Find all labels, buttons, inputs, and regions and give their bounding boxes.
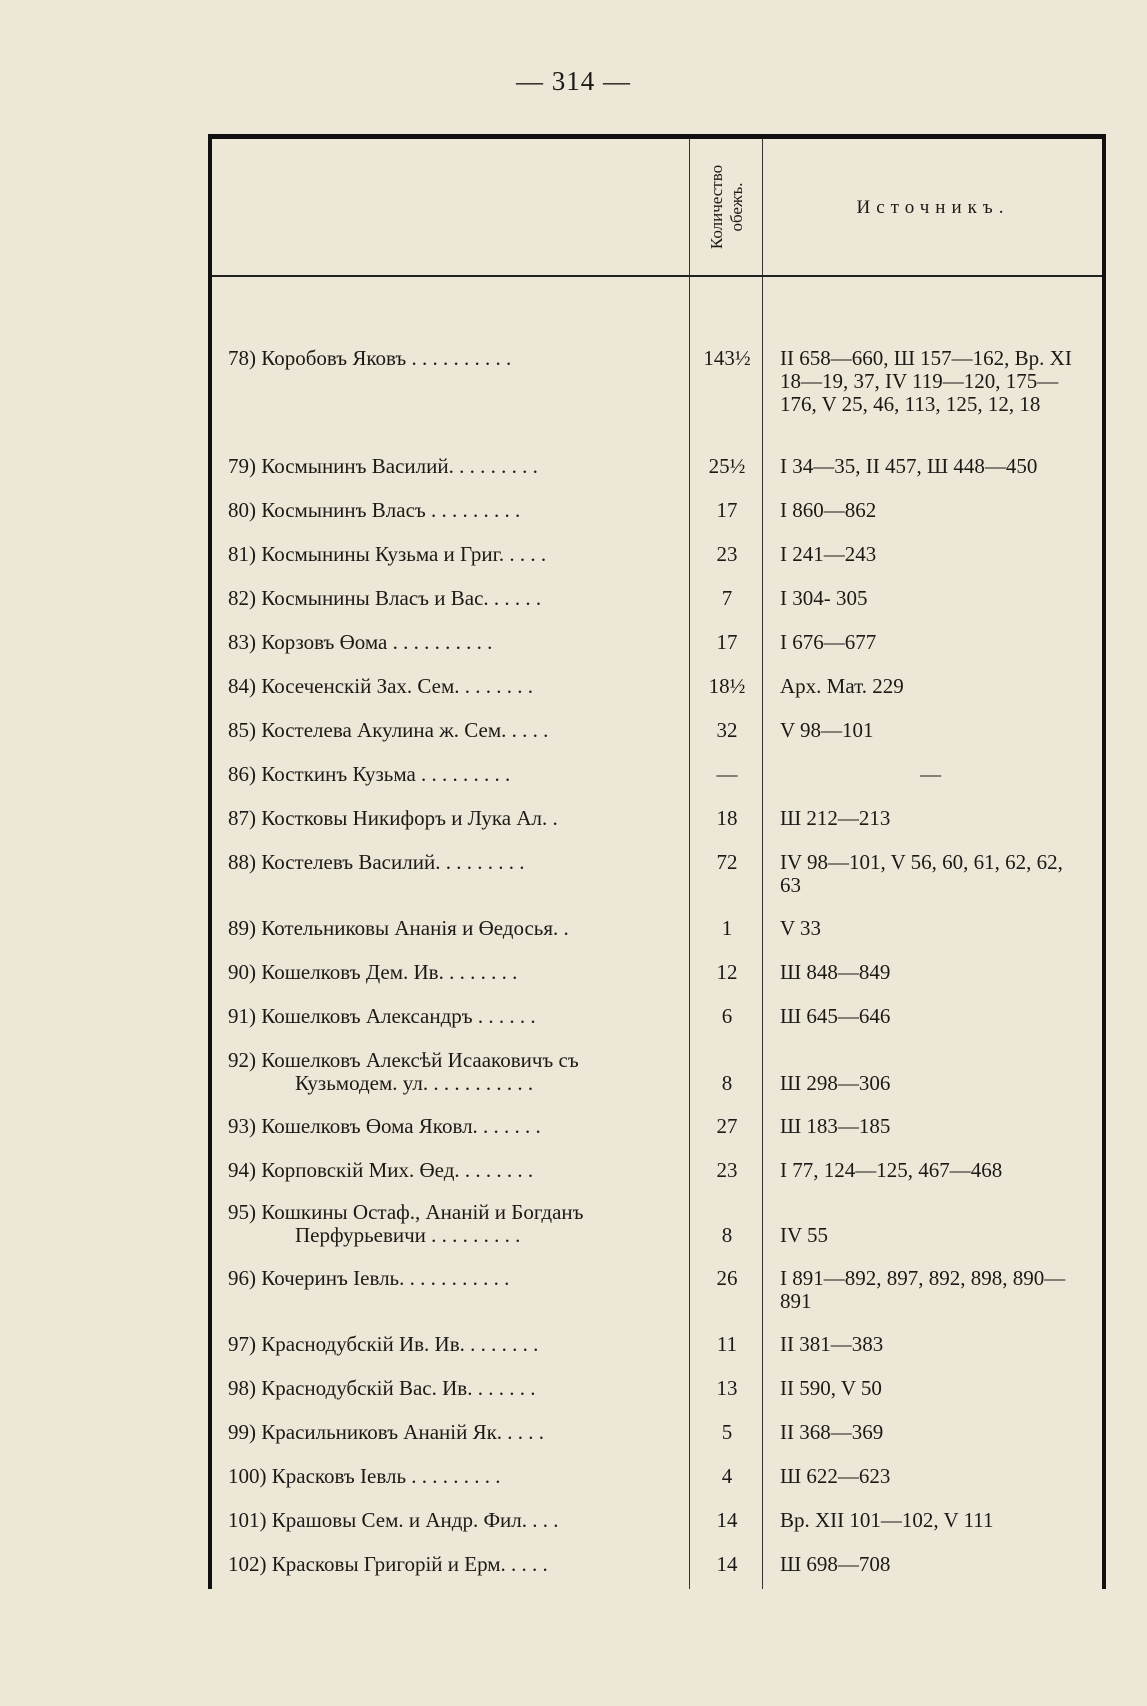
row-source: Ш 848—849 <box>780 960 891 984</box>
column-divider-qty-source <box>762 139 763 1589</box>
row-name: 89) Котельниковы Ананія и Өедосья. . <box>228 917 569 940</box>
row-quantity: 12 <box>716 960 738 984</box>
row-quantity: 18 <box>716 806 738 830</box>
row-source: I 676—677 <box>780 630 877 654</box>
row-name: 80) Космынинъ Власъ . . . . . . . . . <box>228 499 521 522</box>
row-source: II 381—383 <box>780 1332 884 1356</box>
row-quantity: 13 <box>716 1376 738 1400</box>
row-name: 81) Космынины Кузьма и Григ. . . . . <box>228 543 547 566</box>
row-quantity: 26 <box>716 1266 738 1290</box>
row-name: 101) Крашовы Сем. и Андр. Фил. . . . <box>228 1509 559 1532</box>
row-name: 85) Костелева Акулина ж. Сем. . . . . <box>228 719 549 742</box>
row-quantity: 1 <box>721 916 733 940</box>
row-name: 78) Коробовъ Яковъ . . . . . . . . . . <box>228 347 512 370</box>
row-quantity: 14 <box>716 1552 738 1576</box>
row-name: 88) Костелевъ Василий. . . . . . . . . <box>228 851 525 874</box>
row-name: 84) Косеченскій Зах. Сем. . . . . . . . <box>228 675 534 698</box>
row-name: 90) Кошелковъ Дем. Ив. . . . . . . . <box>228 961 518 984</box>
row-source: II 368—369 <box>780 1420 884 1444</box>
row-quantity: 5 <box>721 1420 733 1444</box>
row-name: 82) Космынины Власъ и Вас. . . . . . <box>228 587 542 610</box>
row-name: 87) Костковы Никифоръ и Лука Ал. . <box>228 807 558 830</box>
row-source: V 33 <box>780 916 822 940</box>
row-name: 93) Кошелковъ Өома Яковл. . . . . . . <box>228 1115 541 1138</box>
row-source: I 241—243 <box>780 542 877 566</box>
row-source: Ш 212—213 <box>780 806 891 830</box>
row-source: Ш 183—185 <box>780 1114 891 1138</box>
row-name-line2: Кузьмодем. ул. . . . . . . . . . . <box>295 1071 534 1095</box>
row-name-line1: 95) Кошкины Остаф., Ананій и Богданъ <box>228 1201 584 1224</box>
row-name: 94) Корповскій Мих. Өед. . . . . . . . <box>228 1159 534 1182</box>
row-quantity: 17 <box>716 630 738 654</box>
row-name: 86) Косткинъ Кузьма . . . . . . . . . <box>228 763 511 786</box>
column-divider-name-qty <box>689 139 690 1589</box>
row-source: Арх. Мат. 229 <box>780 674 904 698</box>
row-name: 102) Красковы Григорій и Ерм. . . . . <box>228 1553 548 1576</box>
row-source: IV 55 <box>780 1223 829 1247</box>
row-quantity: 72 <box>716 850 738 874</box>
table-row <box>212 1201 1102 1249</box>
row-quantity: 23 <box>716 1158 738 1182</box>
row-source: I 891—892, 897, 892, 898, 890—891 <box>780 1266 1066 1313</box>
row-source: Ш 645—646 <box>780 1004 891 1028</box>
row-quantity: 6 <box>721 1004 733 1028</box>
row-quantity: 8 <box>721 1071 733 1095</box>
row-name: 83) Корзовъ Өома . . . . . . . . . . <box>228 631 493 654</box>
row-quantity: 17 <box>716 498 738 522</box>
row-quantity: 27 <box>716 1114 738 1138</box>
row-source: V 98—101 <box>780 718 874 742</box>
table-row <box>212 1049 1102 1097</box>
row-name: 79) Космынинъ Василий. . . . . . . . . <box>228 455 538 478</box>
row-source: II 590, V 50 <box>780 1376 882 1400</box>
row-source: — <box>920 762 941 786</box>
sources-column-header: Источникъ. <box>856 197 1010 218</box>
row-source: Ш 298—306 <box>780 1071 891 1095</box>
row-source: IV 98—101, V 56, 60, 61, 62, 62, 63 <box>780 850 1063 897</box>
row-quantity: 14 <box>716 1508 738 1532</box>
row-source: I 34—35, II 457, Ш 448—450 <box>780 454 1038 478</box>
row-name <box>228 1049 683 1095</box>
quantity-column-header <box>698 143 756 271</box>
row-quantity: 25½ <box>708 454 746 478</box>
row-quantity: 32 <box>716 718 738 742</box>
row-quantity: — <box>716 762 738 786</box>
row-source-text: II 658—660, Ш 157—162, Вр. XI 18—19, 37, IV 119—120, 175—176, V 25, 46, 113, 125, 12, 18 <box>780 346 1072 416</box>
header-rule <box>212 275 1102 277</box>
row-quantity: 7 <box>721 586 733 610</box>
row-name: 96) Кочеринъ Іевль. . . . . . . . . . . <box>228 1267 510 1290</box>
row-name: 99) Красильниковъ Ананій Як. . . . . <box>228 1421 545 1444</box>
row-name-line2: Перфурьевичи . . . . . . . . . <box>295 1223 521 1247</box>
row-name: 91) Кошелковъ Александръ . . . . . . <box>228 1005 536 1028</box>
quantity-header-label: Количество обежъ. <box>707 164 746 250</box>
row-source: Ш 622—623 <box>780 1464 891 1488</box>
row-name-line1: 92) Кошелковъ Алексѣй Исааковичъ съ <box>228 1049 579 1072</box>
page-number: — 314 — <box>516 66 631 96</box>
row-name: 97) Краснодубскій Ив. Ив. . . . . . . . <box>228 1333 539 1356</box>
row-source: I 77, 124—125, 467—468 <box>780 1158 1003 1182</box>
row-quantity: 11 <box>716 1332 738 1356</box>
row-quantity: 8 <box>721 1223 733 1247</box>
row-quantity: 18½ <box>708 674 746 698</box>
row-name: 100) Красковъ Іевль . . . . . . . . . <box>228 1465 501 1488</box>
register-table <box>208 134 1106 1589</box>
row-name <box>228 1201 683 1247</box>
row-quantity: 23 <box>716 542 738 566</box>
row-source: Вр. XII 101—102, V 111 <box>780 1508 994 1532</box>
row-source <box>780 347 1098 416</box>
row-quantity: 143½ <box>703 346 751 370</box>
row-name: 98) Краснодубскій Вас. Ив. . . . . . . <box>228 1377 536 1400</box>
row-source: I 304- 305 <box>780 586 868 610</box>
row-source: Ш 698—708 <box>780 1552 891 1576</box>
row-quantity: 4 <box>721 1464 733 1488</box>
row-source: I 860—862 <box>780 498 877 522</box>
